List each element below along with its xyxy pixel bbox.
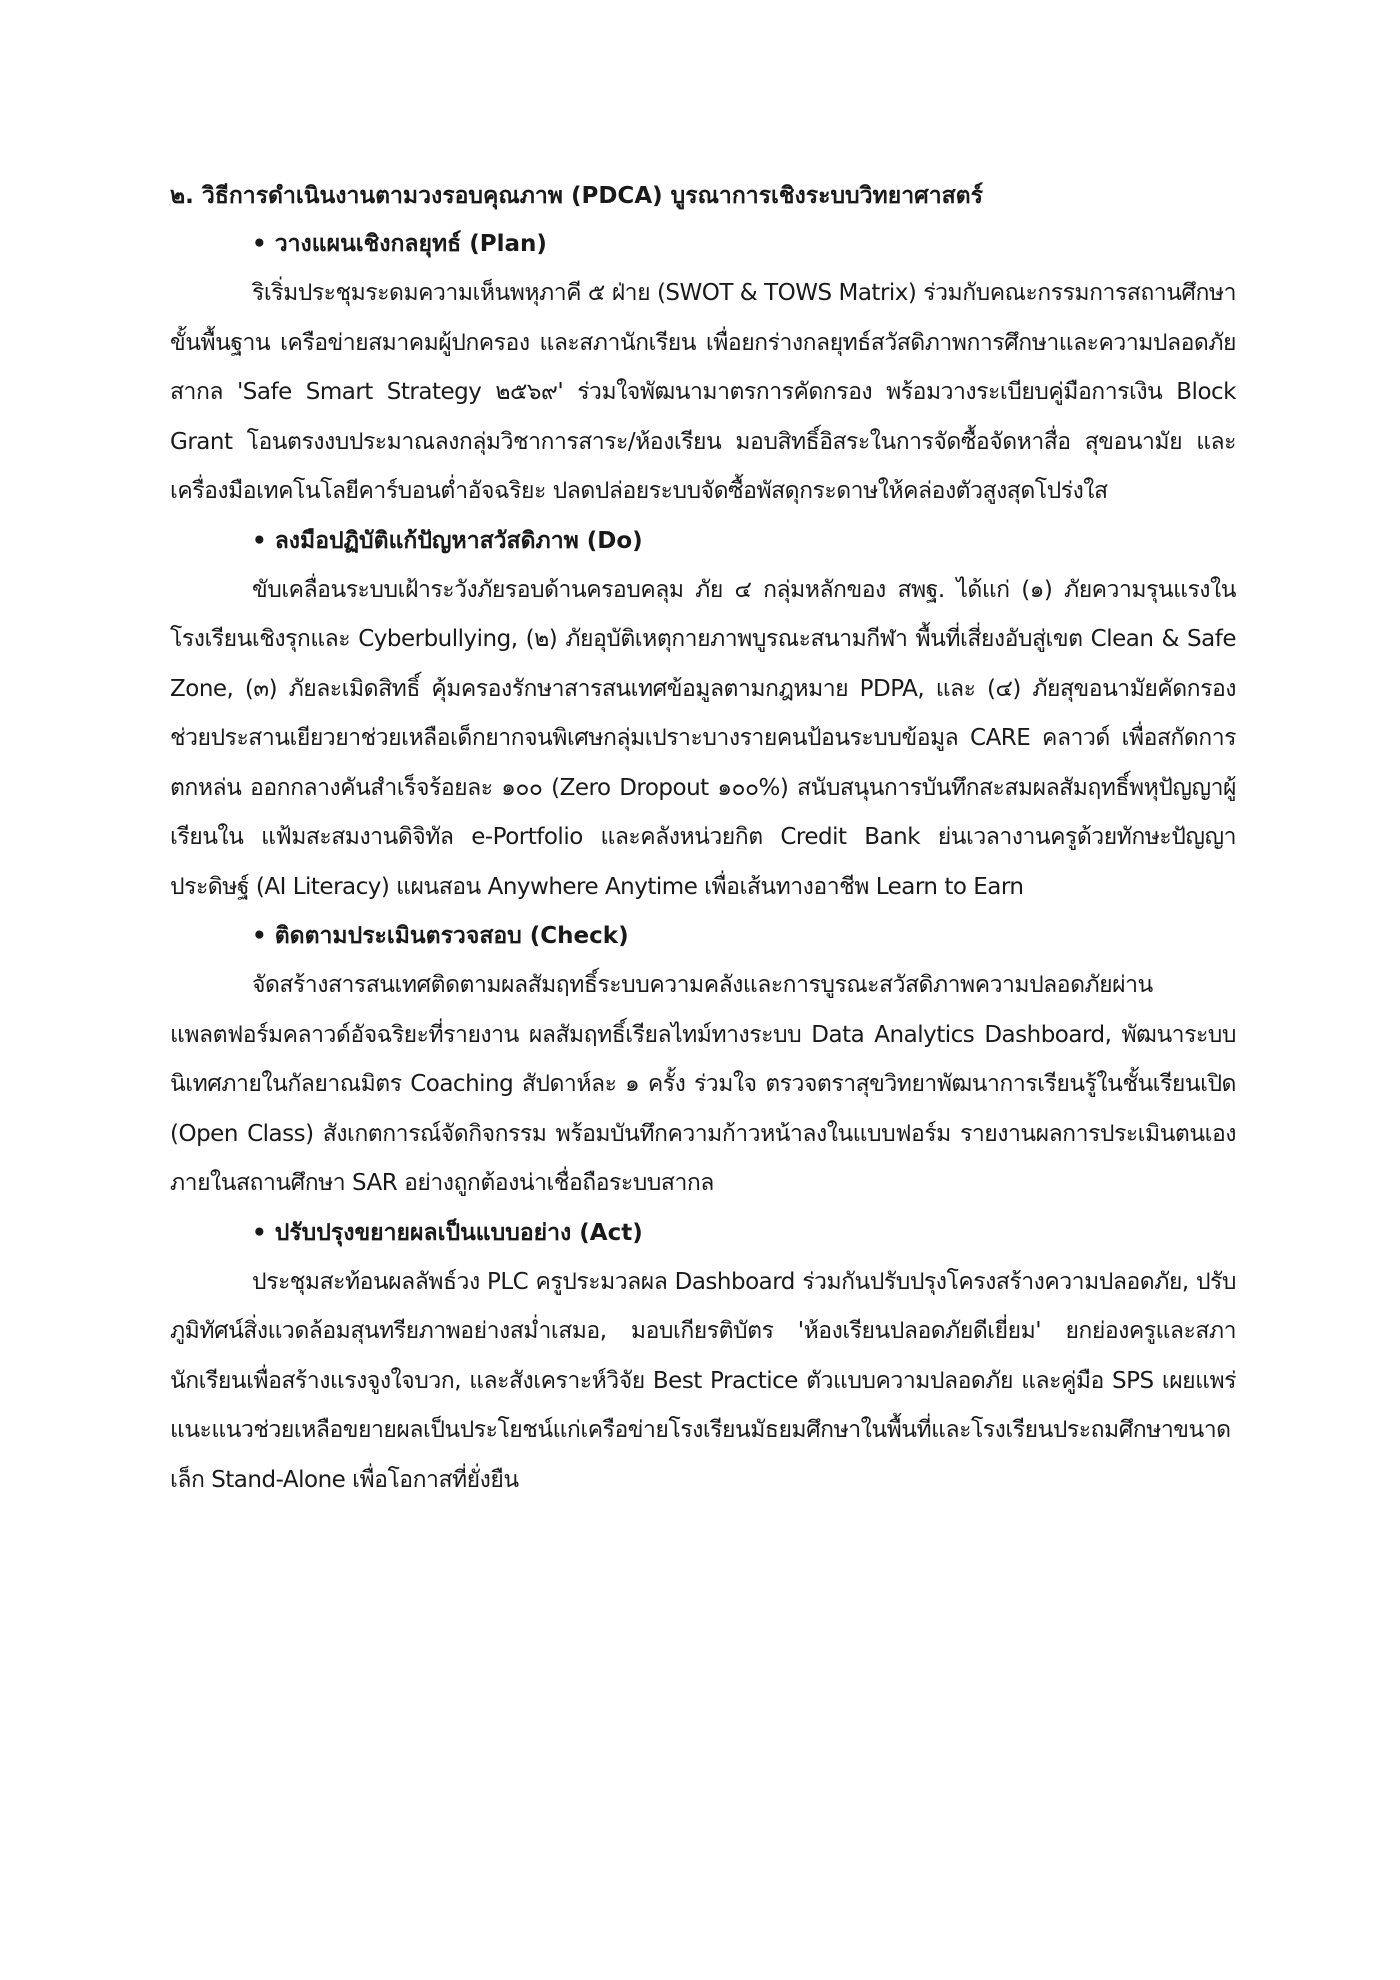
section-title: ๒. วิธีการดำเนินงานตามวงรอบคุณภาพ (PDCA) บูรณาการเชิงระบบวิทยาศาสตร์	[170, 183, 983, 209]
plan-heading: • วางแผนเชิงกลยุทธ์ (Plan)	[252, 231, 547, 257]
act-heading: • ปรับปรุงขยายผลเป็นแบบอย่าง (Act)	[252, 1219, 643, 1246]
check-heading: • ติดตามประเมินตรวจสอบ (Check)	[252, 923, 629, 949]
do-paragraph: ขับเคลื่อนระบบเฝ้าระวังภัยรอบด้านครอบคลุม ภัย ๔ กลุ่มหลักของ สพฐ. ได้แก่ (๑) ภัยความรุนแรงในโรงเรียนเชิงรุกและ Cyberbullying, (๒) ภัยอุบัติเหตุกายภาพบูรณะสนามกีฬา พื้นที่เสี่ยงอับสู่เขต Clean & Safe Zone, (๓) ภัยละเมิดสิทธิ์ คุ้มครองรักษาสารสนเทศข้อมูลตามกฎหมาย PDPA, และ (๔) ภัยสุขอนามัยคัดกรองช่วยประสานเยียวยาช่วยเหลือเด็กยากจนพิเศษกลุ่มเปราะบางรายคนป้อนระบบข้อมูล CARE คลาวด์ เพื่อสกัดการตกหล่น ออกกลางคันสำเร็จร้อยละ ๑๐๐ (Zero Dropout ๑๐๐%) สนับสนุนการบันทึกสะสมผลสัมฤทธิ์พหุปัญญาผู้เรียนใน แฟ้มสะสมงานดิจิทัล e-Portfolio และคลังหน่วยกิต Credit Bank ย่นเวลางานครูด้วยทักษะปัญญาประดิษฐ์ (AI Literacy) แผนสอน Anywhere Anytime เพื่อเส้นทางอาชีพ Learn to Earn	[170, 576, 1236, 900]
document-page	[170, 172, 1236, 1505]
do-heading: • ลงมือปฏิบัติแก้ปัญหาสวัสดิภาพ (Do)	[252, 527, 643, 554]
check-paragraph: จัดสร้างสารสนเทศติดตามผลสัมฤทธิ์ระบบความคลังและการบูรณะสวัสดิภาพความปลอดภัยผ่านแพลตฟอร์มคลาวด์อัจฉริยะที่รายงาน ผลสัมฤทธิ์เรียลไทม์ทางระบบ Data Analytics Dashboard, พัฒนาระบบนิเทศภายในกัลยาณมิตร Coaching สัปดาห์ละ ๑ ครั้ง ร่วมใจ ตรวจตราสุขวิทยาพัฒนาการเรียนรู้ในชั้นเรียนเปิด (Open Class) สังเกตการณ์จัดกิจกรรม พร้อมบันทึกความก้าวหน้าลงในแบบฟอร์ม รายงานผลการประเมินตนเองภายในสถานศึกษา SAR อย่างถูกต้องน่าเชื่อถือระบบสากล	[170, 972, 1236, 1196]
act-paragraph: ประชุมสะท้อนผลลัพธ์วง PLC ครูประมวลผล Dashboard ร่วมกันปรับปรุงโครงสร้างความปลอดภัย, ปรับภูมิทัศน์สิ่งแวดล้อมสุนทรียภาพอย่างสม่ำเสมอ, มอบเกียรติบัตร 'ห้องเรียนปลอดภัยดีเยี่ยม' ยกย่องครูและสภานักเรียนเพื่อสร้างแรงจูงใจบวก, และสังเคราะห์วิจัย Best Practice ตัวแบบความปลอดภัย และคู่มือ SPS เผยแพร่แนะแนวช่วยเหลือขยายผลเป็นประโยชน์แก่เครือข่ายโรงเรียนมัธยมศึกษาในพื้นที่และโรงเรียนประถมศึกษาขนาดเล็ก Stand-Alone เพื่อโอกาสที่ยั่งยืน	[170, 1268, 1236, 1493]
plan-paragraph: ริเริ่มประชุมระดมความเห็นพหุภาคี ๕ ฝ่าย (SWOT & TOWS Matrix) ร่วมกับคณะกรรมการสถานศึกษาขั้นพื้นฐาน เครือข่ายสมาคมผู้ปกครอง และสภานักเรียน เพื่อยกร่างกลยุทธ์สวัสดิภาพการศึกษาและความปลอดภัยสากล 'Safe Smart Strategy ๒๕๖๙' ร่วมใจพัฒนามาตรการคัดกรอง พร้อมวางระเบียบคู่มือการเงิน Block Grant โอนตรงงบประมาณลงกลุ่มวิชาการสาระ/ห้องเรียน มอบสิทธิ์อิสระในการจัดซื้อจัดหาสื่อ สุขอนามัย และเครื่องมือเทคโนโลยีคาร์บอนต่ำอัจฉริยะ ปลดปล่อยระบบจัดซื้อพัสดุกระดาษให้คล่องตัวสูงสุดโปร่งใส	[170, 280, 1236, 504]
